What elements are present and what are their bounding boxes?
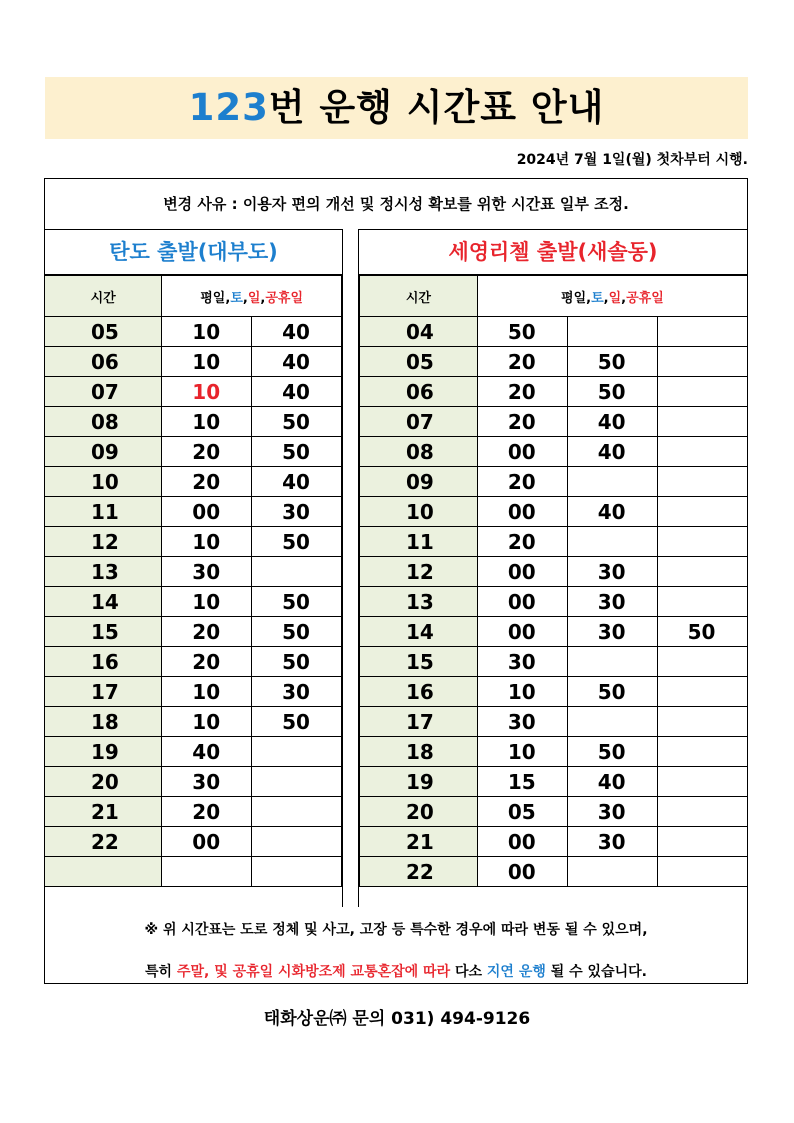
minute-cell: 00 bbox=[477, 617, 567, 647]
hour-cell: 09 bbox=[360, 467, 478, 497]
change-reason: 변경 사유 : 이용자 편의 개선 및 정시성 확보를 위한 시간표 일부 조정. bbox=[45, 179, 747, 230]
minute-cell bbox=[252, 767, 342, 797]
minute-cell: 50 bbox=[477, 317, 567, 347]
route-number: 123 bbox=[188, 86, 269, 129]
notes bbox=[45, 907, 747, 981]
minute-cell: 30 bbox=[252, 677, 342, 707]
hour-cell: 15 bbox=[360, 647, 478, 677]
title-band bbox=[45, 77, 748, 139]
minute-cell: 30 bbox=[567, 617, 657, 647]
hour-cell: 12 bbox=[45, 527, 162, 557]
minute-cell: 00 bbox=[162, 497, 252, 527]
minute-cell: 30 bbox=[162, 557, 252, 587]
holiday-label: 공휴일 bbox=[265, 290, 304, 306]
sunday-label: 일 bbox=[608, 290, 622, 306]
minute-cell bbox=[657, 587, 747, 617]
note-delay: 지연 운행 bbox=[486, 964, 546, 980]
table-row bbox=[360, 347, 748, 377]
header-row bbox=[45, 276, 342, 317]
table-row bbox=[360, 497, 748, 527]
comma: , bbox=[603, 290, 609, 306]
minute-cell bbox=[657, 467, 747, 497]
timetable-seyoung bbox=[359, 275, 747, 887]
panel-title-seyoung: 세영리첼 출발(새솔동) bbox=[359, 229, 747, 275]
hour-cell: 18 bbox=[360, 737, 478, 767]
hour-cell: 11 bbox=[360, 527, 478, 557]
minute-cell: 40 bbox=[252, 467, 342, 497]
table-row bbox=[45, 467, 342, 497]
minute-cell: 50 bbox=[567, 377, 657, 407]
minute-cell bbox=[657, 437, 747, 467]
saturday-label: 토 bbox=[591, 290, 604, 306]
minute-cell: 40 bbox=[252, 317, 342, 347]
hour-cell: 06 bbox=[360, 377, 478, 407]
minute-cell: 50 bbox=[252, 437, 342, 467]
hour-header: 시간 bbox=[45, 276, 162, 317]
table-row bbox=[360, 797, 748, 827]
minute-cell bbox=[252, 797, 342, 827]
minute-cell bbox=[657, 707, 747, 737]
hour-cell: 21 bbox=[45, 797, 162, 827]
panel-seyoung bbox=[359, 229, 747, 887]
panel-divider bbox=[342, 229, 359, 907]
panel-tando bbox=[45, 229, 342, 887]
hour-cell: 12 bbox=[360, 557, 478, 587]
minute-cell bbox=[567, 467, 657, 497]
table-row bbox=[360, 407, 748, 437]
minute-cell: 20 bbox=[162, 647, 252, 677]
hour-cell: 19 bbox=[45, 737, 162, 767]
minute-cell: 20 bbox=[162, 467, 252, 497]
minute-cell: 20 bbox=[162, 797, 252, 827]
minute-cell bbox=[252, 557, 342, 587]
minute-cell: 10 bbox=[162, 347, 252, 377]
minute-cell: 40 bbox=[567, 407, 657, 437]
minute-cell bbox=[252, 737, 342, 767]
hour-cell: 22 bbox=[360, 857, 478, 887]
table-row bbox=[360, 377, 748, 407]
minute-cell bbox=[567, 857, 657, 887]
minute-cell: 00 bbox=[477, 557, 567, 587]
minute-cell: 30 bbox=[162, 767, 252, 797]
table-row bbox=[360, 827, 748, 857]
minute-cell: 30 bbox=[567, 827, 657, 857]
minute-cell: 30 bbox=[252, 497, 342, 527]
timetable-tando bbox=[45, 275, 342, 887]
minute-cell: 50 bbox=[567, 347, 657, 377]
minute-cell: 00 bbox=[477, 437, 567, 467]
minute-cell bbox=[657, 377, 747, 407]
minute-cell: 10 bbox=[162, 677, 252, 707]
minute-cell: 50 bbox=[657, 617, 747, 647]
table-row bbox=[360, 557, 748, 587]
minute-cell: 10 bbox=[477, 737, 567, 767]
minute-cell bbox=[657, 857, 747, 887]
table-row bbox=[45, 737, 342, 767]
hour-cell: 10 bbox=[360, 497, 478, 527]
table-row bbox=[45, 617, 342, 647]
comma: , bbox=[621, 290, 627, 306]
weekday-label: 평일, bbox=[561, 290, 592, 306]
hour-cell: 07 bbox=[45, 377, 162, 407]
hour-cell: 06 bbox=[45, 347, 162, 377]
hour-cell: 05 bbox=[360, 347, 478, 377]
table-row bbox=[45, 797, 342, 827]
hour-cell: 04 bbox=[360, 317, 478, 347]
minute-cell: 00 bbox=[162, 827, 252, 857]
minute-cell bbox=[657, 767, 747, 797]
table-row bbox=[45, 407, 342, 437]
minute-cell bbox=[567, 647, 657, 677]
minute-cell: 10 bbox=[162, 317, 252, 347]
minute-cell bbox=[657, 497, 747, 527]
minute-cell: 20 bbox=[477, 407, 567, 437]
minute-cell: 10 bbox=[162, 587, 252, 617]
table-row bbox=[360, 527, 748, 557]
hour-cell: 16 bbox=[360, 677, 478, 707]
title-rest: 번 운행 시간표 안내 bbox=[268, 86, 605, 129]
minute-cell: 20 bbox=[162, 437, 252, 467]
minute-cell: 20 bbox=[477, 347, 567, 377]
minute-cell: 30 bbox=[477, 707, 567, 737]
table-row bbox=[360, 437, 748, 467]
minute-cell bbox=[657, 797, 747, 827]
minute-cell: 30 bbox=[567, 797, 657, 827]
hour-cell: 10 bbox=[45, 467, 162, 497]
table-row bbox=[360, 317, 748, 347]
table-row bbox=[45, 827, 342, 857]
hour-cell: 16 bbox=[45, 647, 162, 677]
note-weekend-warning: 주말, 및 공휴일 시화방조제 교통혼잡에 따라 bbox=[176, 964, 451, 980]
minute-cell: 50 bbox=[567, 737, 657, 767]
note-line-2 bbox=[45, 961, 747, 981]
hour-cell: 17 bbox=[360, 707, 478, 737]
minute-cell: 20 bbox=[477, 467, 567, 497]
minute-cell bbox=[657, 677, 747, 707]
minute-cell bbox=[252, 857, 342, 887]
note-text: 다소 bbox=[450, 964, 487, 980]
minute-cell: 40 bbox=[252, 377, 342, 407]
holiday-label: 공휴일 bbox=[626, 290, 664, 306]
service-days-header bbox=[477, 276, 747, 317]
minute-cell: 10 bbox=[477, 677, 567, 707]
hour-cell: 18 bbox=[45, 707, 162, 737]
hour-cell: 05 bbox=[45, 317, 162, 347]
minute-cell: 50 bbox=[252, 707, 342, 737]
hour-cell: 14 bbox=[45, 587, 162, 617]
minute-cell: 00 bbox=[477, 497, 567, 527]
hour-cell: 20 bbox=[45, 767, 162, 797]
minute-cell: 20 bbox=[162, 617, 252, 647]
table-row bbox=[360, 617, 748, 647]
minute-cell: 40 bbox=[567, 497, 657, 527]
minute-cell: 40 bbox=[252, 347, 342, 377]
hour-cell: 15 bbox=[45, 617, 162, 647]
page-title bbox=[189, 86, 605, 129]
minute-cell bbox=[567, 707, 657, 737]
note-line-1: ※ 위 시간표는 도로 정체 및 사고, 고장 등 특수한 경우에 따라 변동 될 수 있으며, bbox=[144, 922, 648, 938]
hour-header: 시간 bbox=[360, 276, 478, 317]
minute-cell: 00 bbox=[477, 857, 567, 887]
minute-cell: 50 bbox=[252, 647, 342, 677]
table-row bbox=[45, 527, 342, 557]
minute-cell bbox=[657, 557, 747, 587]
table-row bbox=[360, 467, 748, 497]
table-row bbox=[360, 737, 748, 767]
table-row bbox=[360, 857, 748, 887]
minute-cell: 10 bbox=[162, 407, 252, 437]
minute-cell: 20 bbox=[477, 527, 567, 557]
hour-cell: 13 bbox=[360, 587, 478, 617]
service-days-header bbox=[162, 276, 342, 317]
minute-cell bbox=[567, 317, 657, 347]
table-row bbox=[45, 707, 342, 737]
minute-cell: 50 bbox=[567, 677, 657, 707]
hour-cell bbox=[45, 857, 162, 887]
hour-cell: 20 bbox=[360, 797, 478, 827]
minute-cell: 10 bbox=[162, 377, 252, 407]
hour-cell: 21 bbox=[360, 827, 478, 857]
hour-cell: 13 bbox=[45, 557, 162, 587]
note-text: 될 수 있습니다. bbox=[545, 964, 647, 980]
minute-cell bbox=[162, 857, 252, 887]
minute-cell bbox=[567, 527, 657, 557]
minute-cell bbox=[657, 737, 747, 767]
weekday-label: 평일, bbox=[200, 290, 231, 306]
minute-cell: 00 bbox=[477, 827, 567, 857]
minute-cell: 40 bbox=[567, 767, 657, 797]
minute-cell: 10 bbox=[162, 527, 252, 557]
minute-cell: 50 bbox=[252, 407, 342, 437]
saturday-label: 토 bbox=[230, 290, 243, 306]
minute-cell bbox=[657, 527, 747, 557]
comma: , bbox=[242, 290, 248, 306]
table-row bbox=[45, 647, 342, 677]
effective-date: 2024년 7월 1일(월) 첫차부터 시행. bbox=[516, 152, 748, 168]
minute-cell bbox=[657, 647, 747, 677]
hour-cell: 08 bbox=[45, 407, 162, 437]
note-text: 특히 bbox=[145, 964, 177, 980]
contact-footer: 태화상운㈜ 문의 031) 494-9126 bbox=[263, 1009, 531, 1029]
table-row bbox=[360, 677, 748, 707]
minute-cell: 30 bbox=[567, 587, 657, 617]
minute-cell: 30 bbox=[567, 557, 657, 587]
table-row bbox=[45, 437, 342, 467]
table-row bbox=[45, 557, 342, 587]
hour-cell: 09 bbox=[45, 437, 162, 467]
sunday-label: 일 bbox=[247, 290, 261, 306]
header-row bbox=[360, 276, 748, 317]
minute-cell: 50 bbox=[252, 527, 342, 557]
hour-cell: 08 bbox=[360, 437, 478, 467]
minute-cell: 50 bbox=[252, 617, 342, 647]
hour-cell: 11 bbox=[45, 497, 162, 527]
table-row bbox=[45, 857, 342, 887]
table-row bbox=[360, 587, 748, 617]
minute-cell: 40 bbox=[162, 737, 252, 767]
minute-cell: 00 bbox=[477, 587, 567, 617]
table-row bbox=[45, 347, 342, 377]
minute-cell bbox=[252, 827, 342, 857]
hour-cell: 17 bbox=[45, 677, 162, 707]
minute-cell: 15 bbox=[477, 767, 567, 797]
table-row bbox=[360, 707, 748, 737]
minute-cell: 20 bbox=[477, 377, 567, 407]
hour-cell: 14 bbox=[360, 617, 478, 647]
minute-cell bbox=[657, 827, 747, 857]
minute-cell: 50 bbox=[252, 587, 342, 617]
panel-title-tando: 탄도 출발(대부도) bbox=[45, 229, 342, 275]
comma: , bbox=[260, 290, 266, 306]
timetable-frame bbox=[44, 178, 748, 984]
table-row bbox=[45, 497, 342, 527]
table-row bbox=[45, 677, 342, 707]
minute-cell bbox=[657, 347, 747, 377]
table-row bbox=[45, 377, 342, 407]
minute-cell bbox=[657, 407, 747, 437]
minute-cell: 30 bbox=[477, 647, 567, 677]
table-row bbox=[45, 587, 342, 617]
minute-cell: 05 bbox=[477, 797, 567, 827]
hour-cell: 19 bbox=[360, 767, 478, 797]
hour-cell: 07 bbox=[360, 407, 478, 437]
minute-cell: 10 bbox=[162, 707, 252, 737]
table-row bbox=[45, 767, 342, 797]
table-row bbox=[360, 767, 748, 797]
hour-cell: 22 bbox=[45, 827, 162, 857]
minute-cell: 40 bbox=[567, 437, 657, 467]
table-row bbox=[360, 647, 748, 677]
minute-cell bbox=[657, 317, 747, 347]
table-row bbox=[45, 317, 342, 347]
